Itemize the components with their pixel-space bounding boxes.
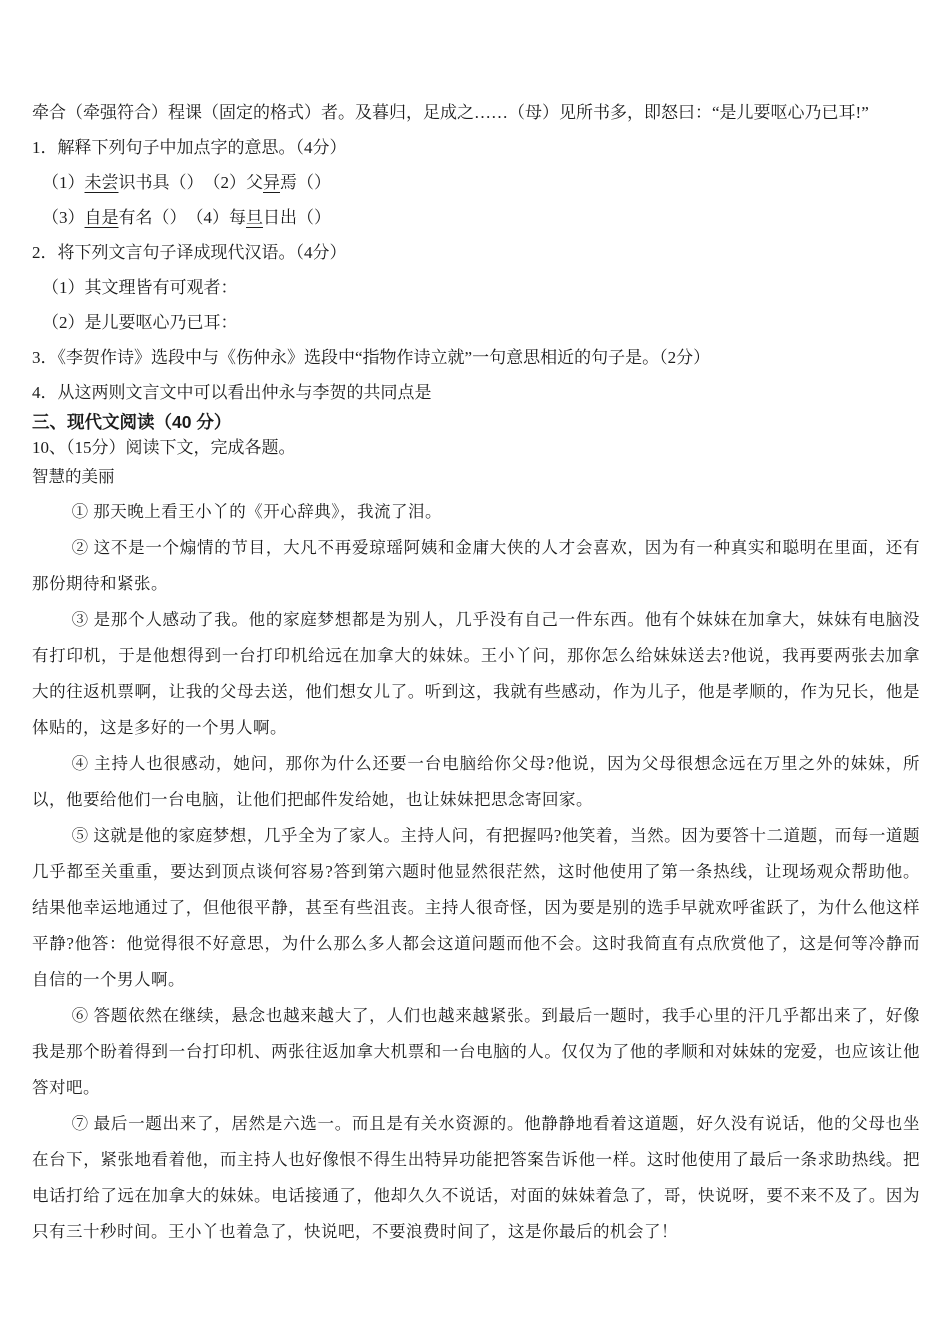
q1-item4-rest: 日出（）	[263, 208, 331, 227]
q1-item3-rest: 有名（） （4）每	[118, 208, 246, 227]
question-2-stem: 2．将下列文言句子译成现代汉语。（4分）	[32, 243, 347, 262]
passage-excerpt-line: 牵合（牵强符合）程课（固定的格式）者。及暮归，足成之……（母）见所书多，即怒曰：“是儿要呕心乃已耳!”	[32, 103, 869, 122]
question-3: 3．《李贺作诗》选段中与《伤仲永》选段中“指物作诗立就”一句意思相近的句子是。（2分）	[32, 348, 711, 367]
essay-paragraph-7: ⑦ 最后一题出来了，居然是六选一。而且是有关水资源的。他静静地看着这道题，好久没有说话，他的父母也坐在台下，紧张地看着他，而主持人也好像恨不得生出特异功能把答案告诉他一样。这时他使用了最后一条求助热线。把电话打给了远在加拿大的妹妹。电话接通了，他却久久不说话，对面的妹妹着急了，哥，快说呀，要不来不及了。因为只有三十秒时间。王小丫也着急了，快说吧，不要浪费时间了，这是你最后的机会了！	[32, 1114, 920, 1241]
essay-title: 智慧的美丽	[32, 467, 115, 486]
question-2-item-1: （1）其文理皆有可观者：	[42, 278, 238, 297]
modern-reading-section	[32, 410, 920, 1250]
section-heading: 三、现代文阅读（40 分）	[32, 412, 232, 432]
q1-item1-rest: 识书具（） （2）父	[118, 173, 263, 192]
q1-item2-dotted-word: 异	[263, 173, 280, 192]
essay-paragraph-2: ② 这不是一个煽情的节目，大凡不再爱琼瑶阿姨和金庸大侠的人才会喜欢，因为有一种真实和聪明在里面，还有那份期待和紧张。	[32, 538, 920, 593]
question-2-item-2: （2）是儿要呕心乃已耳：	[42, 313, 238, 332]
essay-paragraph-5: ⑤ 这就是他的家庭梦想，几乎全为了家人。主持人问，有把握吗?他笑着，当然。因为要答十二道题，而每一道题几乎都至关重重，要达到顶点谈何容易?答到第六题时他显然很茫然，这时他使用了第一条热线，让现场观众帮助他。结果他幸运地通过了，但他很平静，甚至有些沮丧。主持人很奇怪，因为要是别的选手早就欢呼雀跃了，为什么他这样平静?他答：他觉得很不好意思，为什么那么多人都会这道问题而他不会。这时我简直有点欣赏他了，这是何等冷静而自信的一个男人啊。	[32, 826, 920, 989]
q1-item3-prefix: （3）	[42, 208, 85, 227]
question-1-items-row-2	[32, 200, 920, 235]
question-1-stem: 1．解释下列句子中加点字的意思。（4分）	[32, 138, 347, 157]
q1-item2-rest: 焉（）	[280, 173, 331, 192]
question-10-stem: 10、（15分）阅读下文，完成各题。	[32, 438, 296, 457]
essay-paragraph-3: ③ 是那个人感动了我。他的家庭梦想都是为别人，几乎没有自己一件东西。他有个妹妹在加拿大，妹妹有电脑没有打印机，于是他想得到一台打印机给远在加拿大的妹妹。王小丫问，那你怎么给妹妹送去?他说，我再要两张去加拿大的往返机票啊，让我的父母去送，他们想女儿了。听到这，我就有些感动，作为儿子，他是孝顺的，作为兄长，他是体贴的，这是多好的一个男人啊。	[32, 610, 920, 737]
q1-item1-prefix: （1）	[42, 173, 85, 192]
essay-paragraph-6: ⑥ 答题依然在继续，悬念也越来越大了，人们也越来越紧张。到最后一题时，我手心里的汗几乎都出来了，好像我是那个盼着得到一台打印机、两张往返加拿大机票和一台电脑的人。仅仅为了他的孝顺和对妹妹的宠爱，也应该让他答对吧。	[32, 1006, 920, 1097]
essay-paragraph-4: ④ 主持人也很感动，她问，那你为什么还要一台电脑给你父母?他说，因为父母很想念远在万里之外的妹妹，所以，他要给他们一台电脑，让他们把邮件发给她，也让妹妹把思念寄回家。	[32, 754, 920, 809]
essay-paragraph-1: ① 那天晚上看王小丫的《开心辞典》，我流了泪。	[71, 502, 442, 521]
question-4: 4．从这两则文言文中可以看出仲永与李贺的共同点是	[32, 383, 432, 402]
q1-item4-dotted-word: 旦	[246, 208, 263, 227]
classical-text-questions-section	[32, 95, 920, 410]
q1-item3-dotted-word: 自是	[84, 208, 119, 227]
question-1-items-row-1	[32, 165, 920, 200]
q1-item1-dotted-word: 未尝	[84, 173, 119, 192]
